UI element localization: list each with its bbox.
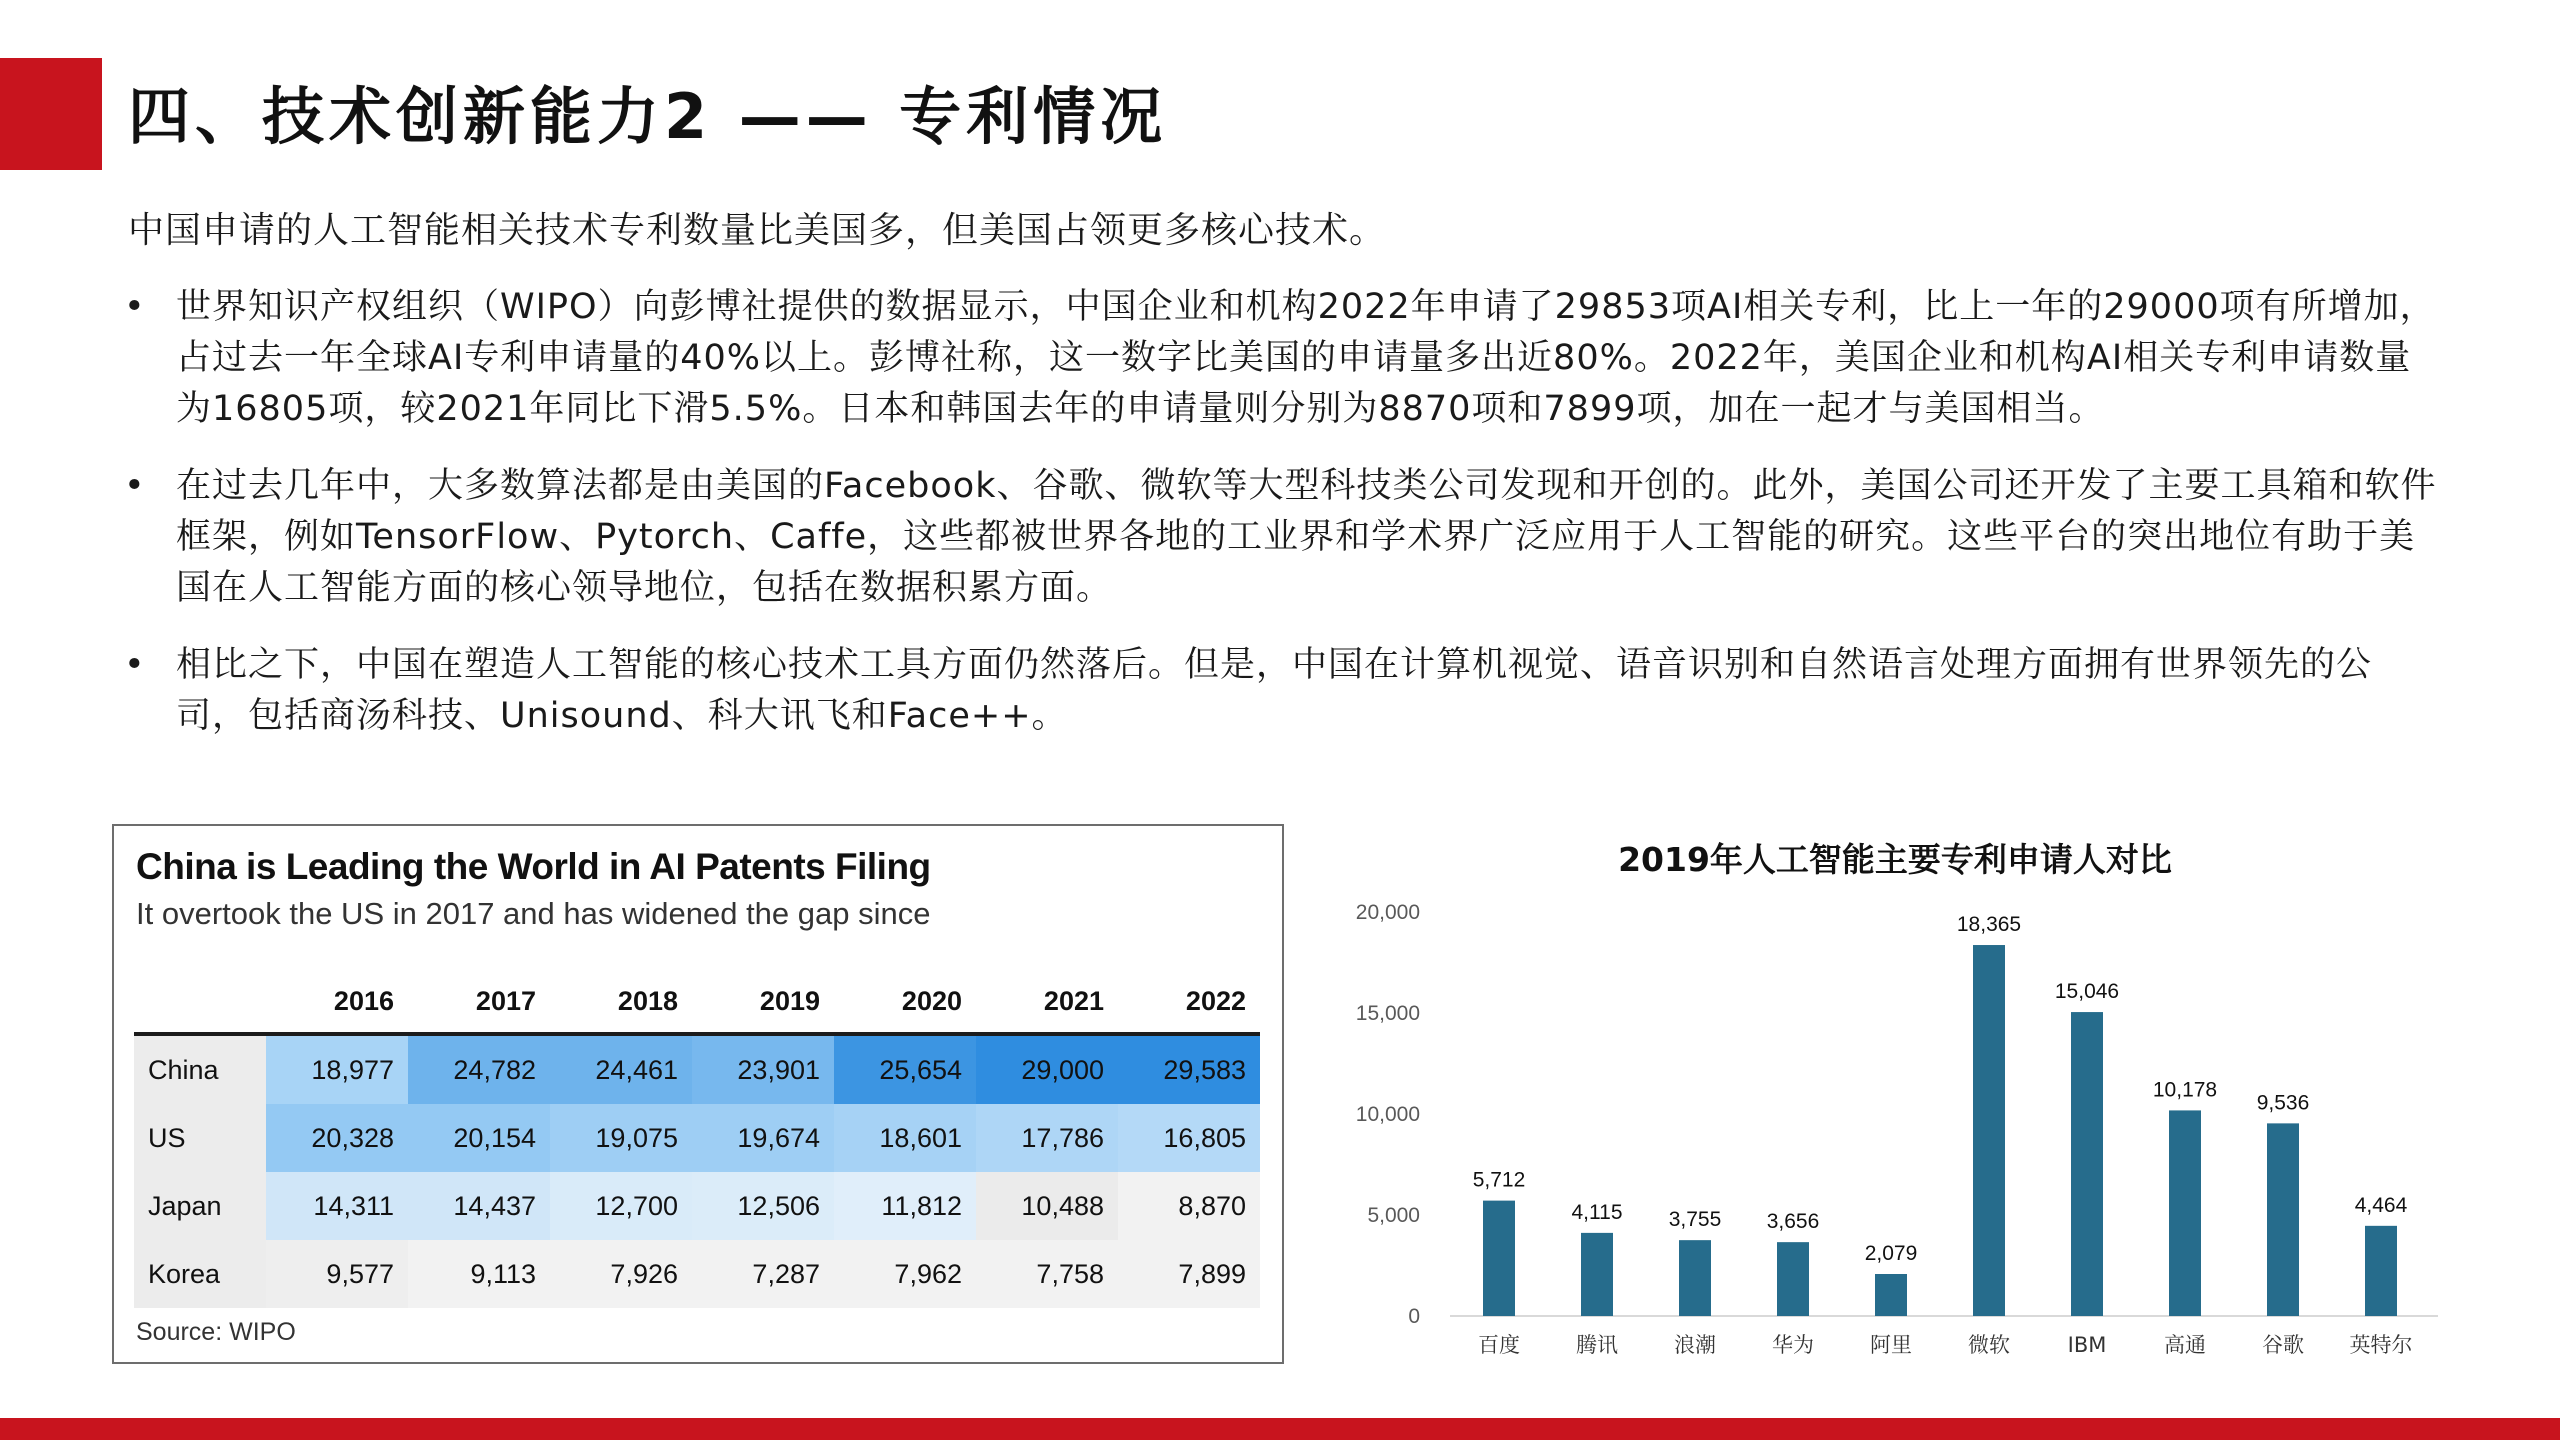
table-cell: 17,786: [976, 1104, 1118, 1172]
country-label: Japan: [134, 1172, 266, 1240]
table-cell: 7,758: [976, 1240, 1118, 1308]
data-label: 3,656: [1766, 1210, 1820, 1234]
data-label: 9,536: [2256, 1091, 2310, 1115]
table-cell: 10,488: [976, 1172, 1118, 1240]
table-cell: 14,437: [408, 1172, 550, 1240]
table-cell: 20,154: [408, 1104, 550, 1172]
bullet-item: [120, 461, 2440, 614]
table-cell: 20,328: [266, 1104, 408, 1172]
table-figure-subtitle: It overtook the US in 2017 and has widened the gap since: [136, 896, 931, 931]
chart-canvas: [1330, 824, 2460, 1384]
table-cell: 7,926: [550, 1240, 692, 1308]
table-row: [134, 1034, 1260, 1104]
bar: [2169, 1110, 2201, 1316]
bullet-text: 在过去几年中，大多数算法都是由美国的Facebook、谷歌、微软等大型科技类公司发现和开创的。此外，美国公司还开发了主要工具箱和软件框架，例如TensorFlow、Pytorch、Caffe，这些都被世界各地的工业界和学术界广泛应用于人工智能的研究。这些平台的突出地位有助于美国在人工智能方面的核心领导地位，包括在数据积累方面。: [176, 466, 2437, 608]
y-tick-label: 10,000: [1355, 1103, 1420, 1126]
bar: [2365, 1226, 2397, 1316]
year-header: 2017: [408, 970, 550, 1034]
category-label: 微软: [1968, 1333, 2010, 1357]
table-cell: 24,461: [550, 1034, 692, 1104]
table-cell: 29,583: [1118, 1034, 1260, 1104]
table-row: [134, 1240, 1260, 1308]
table-source-note: Source: WIPO: [136, 1318, 296, 1346]
table-row: [134, 1172, 1260, 1240]
table-cell: 7,962: [834, 1240, 976, 1308]
bullet-item: [120, 640, 2440, 742]
y-tick-label: 15,000: [1355, 1002, 1420, 1025]
year-header: 2018: [550, 970, 692, 1034]
year-header: 2020: [834, 970, 976, 1034]
patents-table-figure: [112, 824, 1284, 1364]
table-cell: 12,700: [550, 1172, 692, 1240]
category-label: 英特尔: [2349, 1333, 2413, 1357]
category-label: IBM: [2067, 1333, 2107, 1357]
year-header: 2016: [266, 970, 408, 1034]
country-label: China: [134, 1034, 266, 1104]
category-label: 腾讯: [1576, 1333, 1618, 1357]
category-label: 华为: [1772, 1333, 1814, 1357]
data-label: 4,464: [2354, 1193, 2408, 1217]
table-cell: 29,000: [976, 1034, 1118, 1104]
bullet-marker: •: [124, 287, 146, 327]
data-label: 10,178: [2152, 1078, 2218, 1102]
bullet-marker: •: [124, 645, 146, 685]
table-cell: 7,899: [1118, 1240, 1260, 1308]
table-cell: 18,601: [834, 1104, 976, 1172]
country-label: US: [134, 1104, 266, 1172]
category-label: 高通: [2164, 1333, 2206, 1357]
table-cell: 7,287: [692, 1240, 834, 1308]
bullet-marker: •: [124, 466, 146, 506]
table-header-row: [134, 970, 1260, 1034]
bar: [1973, 945, 2005, 1316]
table-cell: 25,654: [834, 1034, 976, 1104]
category-label: 百度: [1478, 1333, 1520, 1357]
data-label: 3,755: [1668, 1208, 1722, 1232]
table-cell: 9,577: [266, 1240, 408, 1308]
table-cell: 19,674: [692, 1104, 834, 1172]
year-header: 2021: [976, 970, 1118, 1034]
bar: [1777, 1242, 1809, 1316]
table-cell: 12,506: [692, 1172, 834, 1240]
category-label: 浪潮: [1674, 1333, 1716, 1357]
bar: [1875, 1274, 1907, 1316]
data-label: 15,046: [2054, 980, 2120, 1004]
data-label: 2,079: [1864, 1242, 1918, 1266]
bar: [2071, 1012, 2103, 1316]
table-cell: 14,311: [266, 1172, 408, 1240]
table-cell: 16,805: [1118, 1104, 1260, 1172]
bar: [2267, 1123, 2299, 1316]
footer-red-bar: [0, 1418, 2560, 1440]
table-cell: 24,782: [408, 1034, 550, 1104]
table-cell: 19,075: [550, 1104, 692, 1172]
chart-title: 2019年人工智能主要专利申请人对比: [1618, 840, 2172, 879]
year-header: 2022: [1118, 970, 1260, 1034]
bullet-list: [120, 282, 2440, 768]
year-header: 2019: [692, 970, 834, 1034]
table-figure-title: China is Leading the World in AI Patents Filing: [136, 846, 931, 887]
data-label: 5,712: [1472, 1168, 1526, 1192]
bar: [1483, 1201, 1515, 1316]
category-label: 谷歌: [2262, 1333, 2304, 1357]
table-cell: 8,870: [1118, 1172, 1260, 1240]
y-tick-label: 20,000: [1355, 901, 1420, 924]
bullet-item: [120, 282, 2440, 435]
category-label: 阿里: [1870, 1333, 1912, 1357]
table-cell: 18,977: [266, 1034, 408, 1104]
table-corner-cell: [134, 970, 266, 1034]
bar: [1679, 1240, 1711, 1316]
y-tick-label: 0: [1408, 1305, 1420, 1328]
y-tick-label: 5,000: [1367, 1204, 1420, 1227]
data-label: 18,365: [1956, 913, 2022, 937]
table-row: [134, 1104, 1260, 1172]
bar: [1581, 1233, 1613, 1316]
bullet-text: 世界知识产权组织（WIPO）向彭博社提供的数据显示，中国企业和机构2022年申请了29853项AI相关专利，比上一年的29000项有所增加，占过去一年全球AI专利申请量的40%以上。彭博社称，这一数字比美国的申请量多出近80%。2022年，美国企业和机构AI相关专利申请数量为16805项，较2021年同比下滑5.5%。日本和韩国去年的申请量则分别为8870项和7899项，加在一起才与美国相当。: [176, 287, 2436, 429]
patents-table: [134, 970, 1260, 1308]
table-cell: 11,812: [834, 1172, 976, 1240]
data-label: 4,115: [1571, 1200, 1623, 1224]
table-cell: 23,901: [692, 1034, 834, 1104]
table-cell: 9,113: [408, 1240, 550, 1308]
country-label: Korea: [134, 1240, 266, 1308]
title-accent-block: [0, 58, 102, 170]
bullet-text: 相比之下，中国在塑造人工智能的核心技术工具方面仍然落后。但是，中国在计算机视觉、语音识别和自然语言处理方面拥有世界领先的公司，包括商汤科技、Unisound、科大讯飞和Face++。: [176, 645, 2373, 736]
applicants-bar-chart: [1330, 824, 2460, 1384]
lead-sentence: 中国申请的人工智能相关技术专利数量比美国多，但美国占领更多核心技术。: [128, 210, 1387, 251]
slide-title: 四、技术创新能力2 —— 专利情况: [128, 80, 1168, 153]
